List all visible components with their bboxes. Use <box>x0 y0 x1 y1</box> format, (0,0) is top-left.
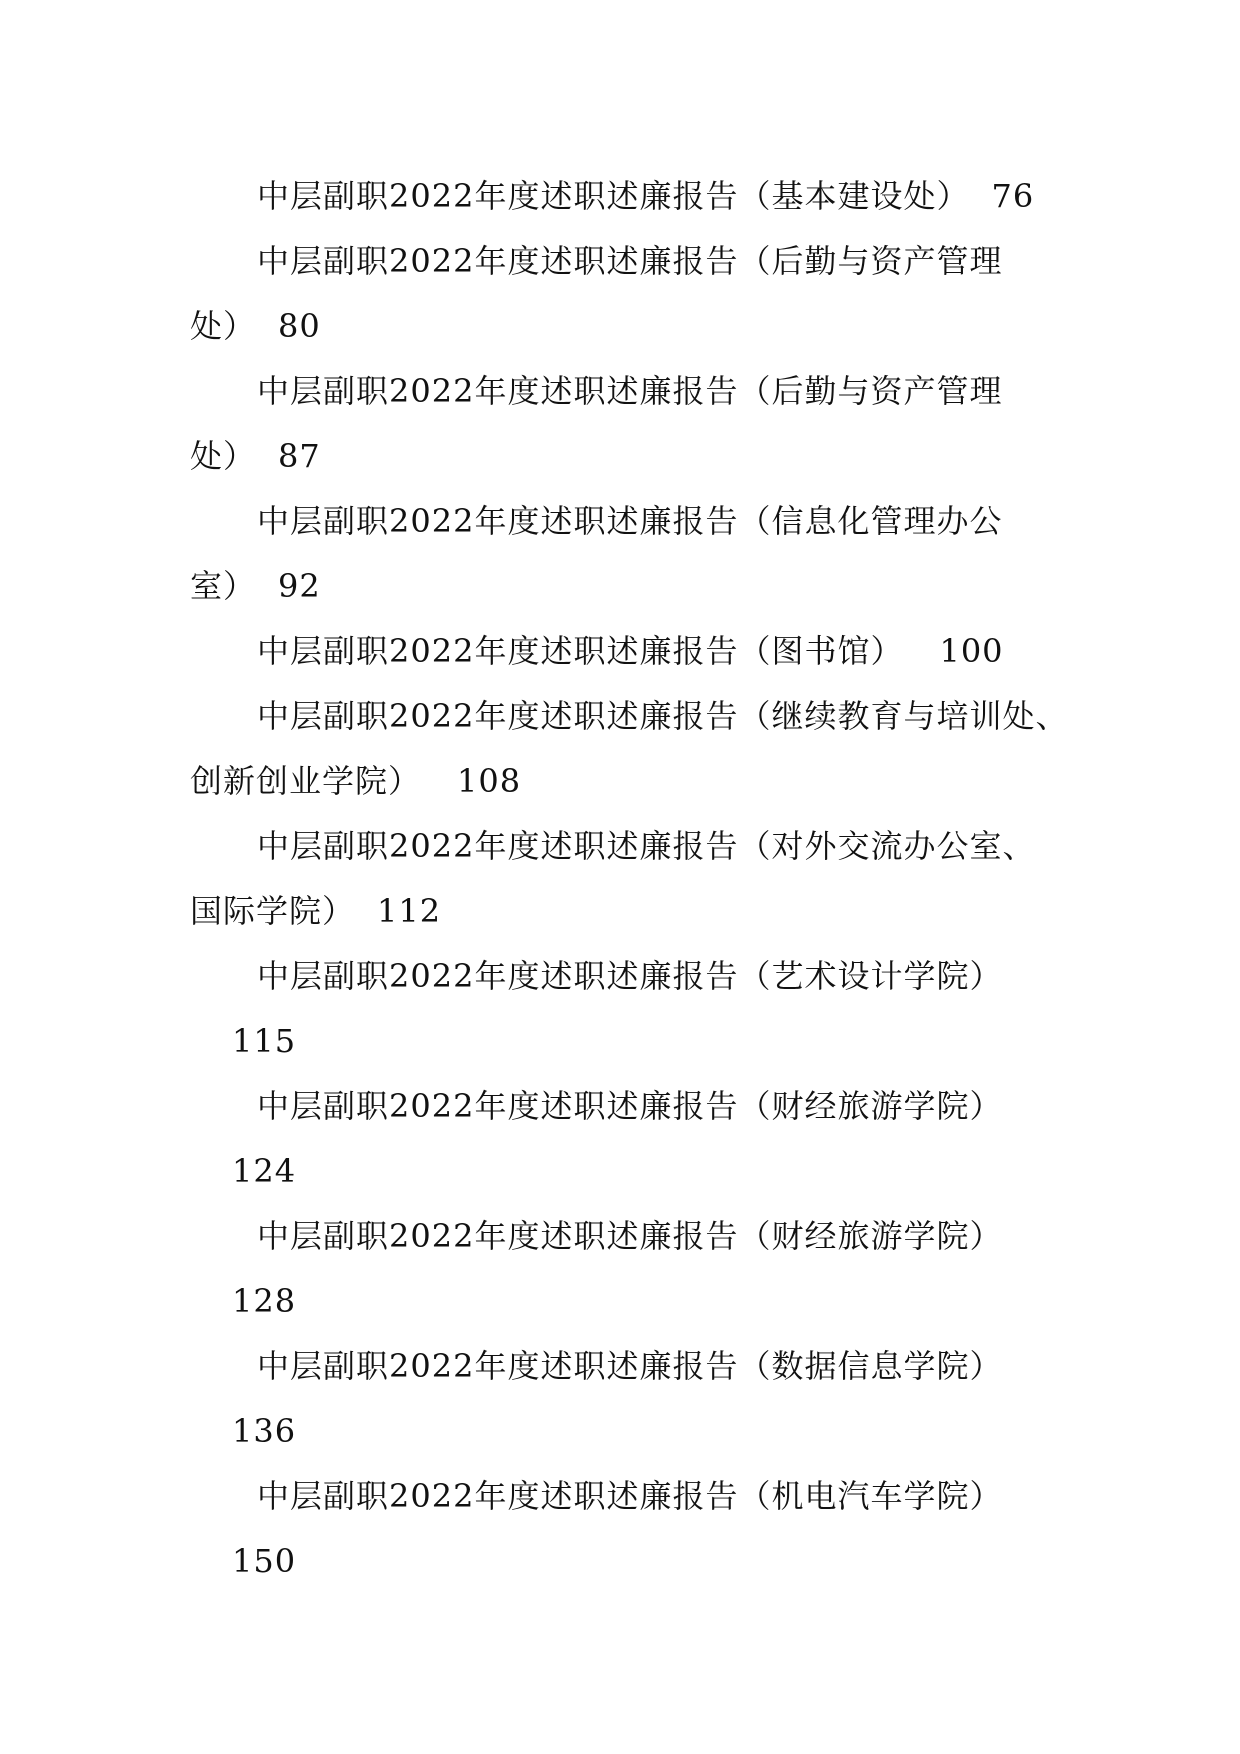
toc-entry-title: 中层副职2022年度述职述廉报告（艺术设计学院） <box>257 957 1003 995</box>
toc-entry-page: 150 <box>232 1542 297 1580</box>
toc-entry-title: 中层副职2022年度述职述廉报告（后勤与资产管理 <box>257 372 1003 410</box>
toc-entry-continuation <box>190 891 441 931</box>
toc-entry-title-tail: 国际学院） <box>190 892 356 930</box>
toc-entry-title: 中层副职2022年度述职述廉报告（基本建设处） <box>257 177 970 215</box>
toc-entry-title: 中层副职2022年度述职述廉报告（财经旅游学院） <box>257 1087 1003 1125</box>
toc-entry-title: 中层副职2022年度述职述廉报告（机电汽车学院） <box>257 1477 1003 1515</box>
toc-entry-title-tail: 创新创业学院） <box>190 762 422 800</box>
toc-entry-title: 中层副职2022年度述职述廉报告（对外交流办公室、 <box>257 827 1036 865</box>
toc-entry-title-tail: 处） <box>190 437 257 475</box>
toc-entry <box>257 176 1034 216</box>
toc-entry-page: 112 <box>377 892 442 930</box>
toc-entry-page: 124 <box>232 1152 297 1190</box>
toc-entry-title: 中层副职2022年度述职述廉报告（数据信息学院） <box>257 1347 1003 1385</box>
toc-entry-page: 136 <box>232 1412 297 1450</box>
toc-entry-continuation <box>190 436 321 476</box>
toc-entry-page: 115 <box>232 1022 297 1060</box>
toc-entry-title: 中层副职2022年度述职述廉报告（图书馆） <box>257 632 904 670</box>
toc-entry-title: 中层副职2022年度述职述廉报告（继续教育与培训处、 <box>257 697 1069 735</box>
toc-entry <box>257 631 1004 671</box>
toc-entry-title: 中层副职2022年度述职述廉报告（信息化管理办公 <box>257 502 1003 540</box>
toc-entry-title-tail: 室） <box>190 567 257 605</box>
toc-entry-title: 中层副职2022年度述职述廉报告（财经旅游学院） <box>257 1217 1003 1255</box>
toc-entry-page: 87 <box>278 437 321 475</box>
toc-entry-page: 100 <box>939 632 1004 670</box>
toc-entry-page: 92 <box>278 567 321 605</box>
toc-entry-page: 80 <box>278 307 321 345</box>
toc-entry-title-tail: 处） <box>190 307 257 345</box>
toc-entry-continuation <box>190 761 521 801</box>
toc-entry-continuation <box>190 306 321 346</box>
toc-entry-page: 108 <box>457 762 522 800</box>
toc-entry-continuation <box>190 566 321 606</box>
toc-entry-page: 128 <box>232 1282 297 1320</box>
toc-entry-title: 中层副职2022年度述职述廉报告（后勤与资产管理 <box>257 242 1003 280</box>
toc-entry-page: 76 <box>991 177 1035 215</box>
